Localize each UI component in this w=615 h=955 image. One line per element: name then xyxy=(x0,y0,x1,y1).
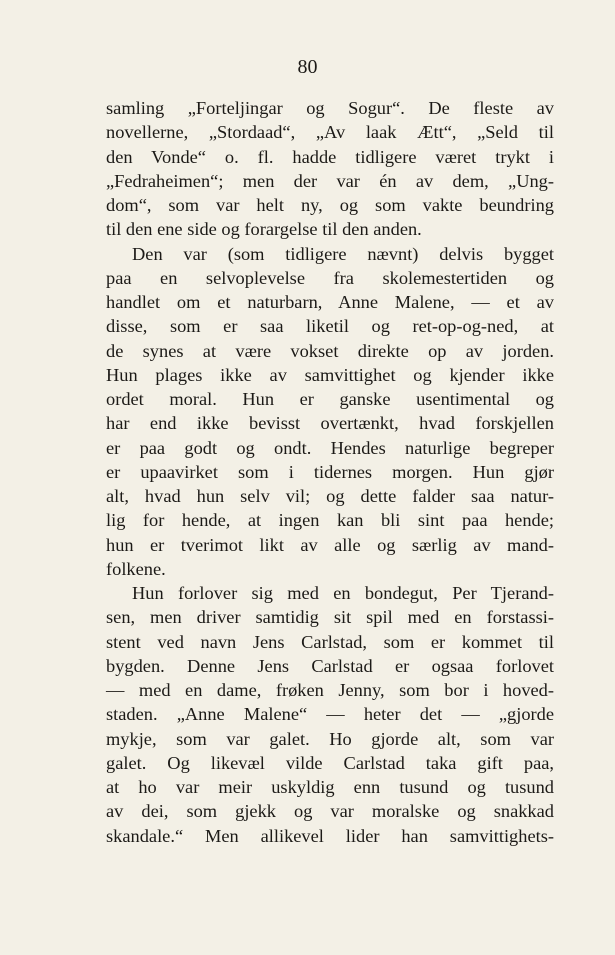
text-line: novellerne, „Stordaad“, „Av laak Ætt“, „Seld til xyxy=(106,122,554,143)
text-line: Hun plages ikke av samvittighet og kjender ikke xyxy=(106,364,554,385)
text-line: skandale.“ Men allikevel lider han samvittighets- xyxy=(106,825,554,846)
text-line: „Fedraheimen“; men der var én av dem, „Ung- xyxy=(106,170,554,191)
text-line: dom“, som var helt ny, og som vakte beundring xyxy=(106,195,554,215)
text-line: den Vonde“ o. fl. hadde tidligere været trykt i xyxy=(106,146,554,167)
text-line: alt, hvad hun selv vil; og dette falder saa natur- xyxy=(106,486,554,506)
text-line: Den var (som tidligere nævnt) delvis bygget xyxy=(132,243,554,264)
text-line: at ho var meir uskyldig enn tusund og tusund xyxy=(106,777,554,797)
text-line: folkene. xyxy=(106,558,166,579)
text-line: lig for hende, at ingen kan bli sint paa hende; xyxy=(106,510,554,531)
text-line: bygden. Denne Jens Carlstad er ogsaa forlovet xyxy=(106,655,554,676)
text-line: til den ene side og forargelse til den anden. xyxy=(106,219,422,240)
text-line: galet. Og likevæl vilde Carlstad taka gift paa, xyxy=(106,752,554,773)
text-line: mykje, som var galet. Ho gjorde alt, som var xyxy=(106,728,554,749)
body-text xyxy=(106,96,554,848)
text-line: hun er tverimot likt av alle og særlig av mand- xyxy=(106,534,554,555)
text-line: har end ikke bevisst overtænkt, hvad forskjellen xyxy=(106,413,554,434)
text-line: samling „Forteljingar og Sogur“. De fleste av xyxy=(106,98,554,118)
text-line: handlet om et naturbarn, Anne Malene, — et av xyxy=(106,292,554,312)
text-line: paa en selvoplevelse fra skolemestertiden og xyxy=(106,267,554,288)
text-line: er paa godt og ondt. Hendes naturlige begreper xyxy=(106,437,554,458)
text-line: ordet moral. Hun er ganske usentimental og xyxy=(106,389,554,409)
page-number: 80 xyxy=(297,56,318,78)
text-line: disse, som er saa liketil og ret-op-og-ned, at xyxy=(106,316,554,337)
text-line: sen, men driver samtidig sit spil med en forstassi- xyxy=(106,607,554,628)
text-line: — med en dame, frøken Jenny, som bor i hoved- xyxy=(106,680,554,700)
text-line: av dei, som gjekk og var moralske og snakkad xyxy=(106,801,554,822)
text-line: Hun forlover sig med en bondegut, Per Tjerand- xyxy=(132,583,554,603)
text-line: staden. „Anne Malene“ — heter det — „gjorde xyxy=(106,704,554,725)
text-line: de synes at være vokset direkte op av jorden. xyxy=(106,340,554,361)
text-line: stent ved navn Jens Carlstad, som er kommet til xyxy=(106,631,554,652)
text-line: er upaavirket som i tidernes morgen. Hun gjør xyxy=(106,461,554,482)
